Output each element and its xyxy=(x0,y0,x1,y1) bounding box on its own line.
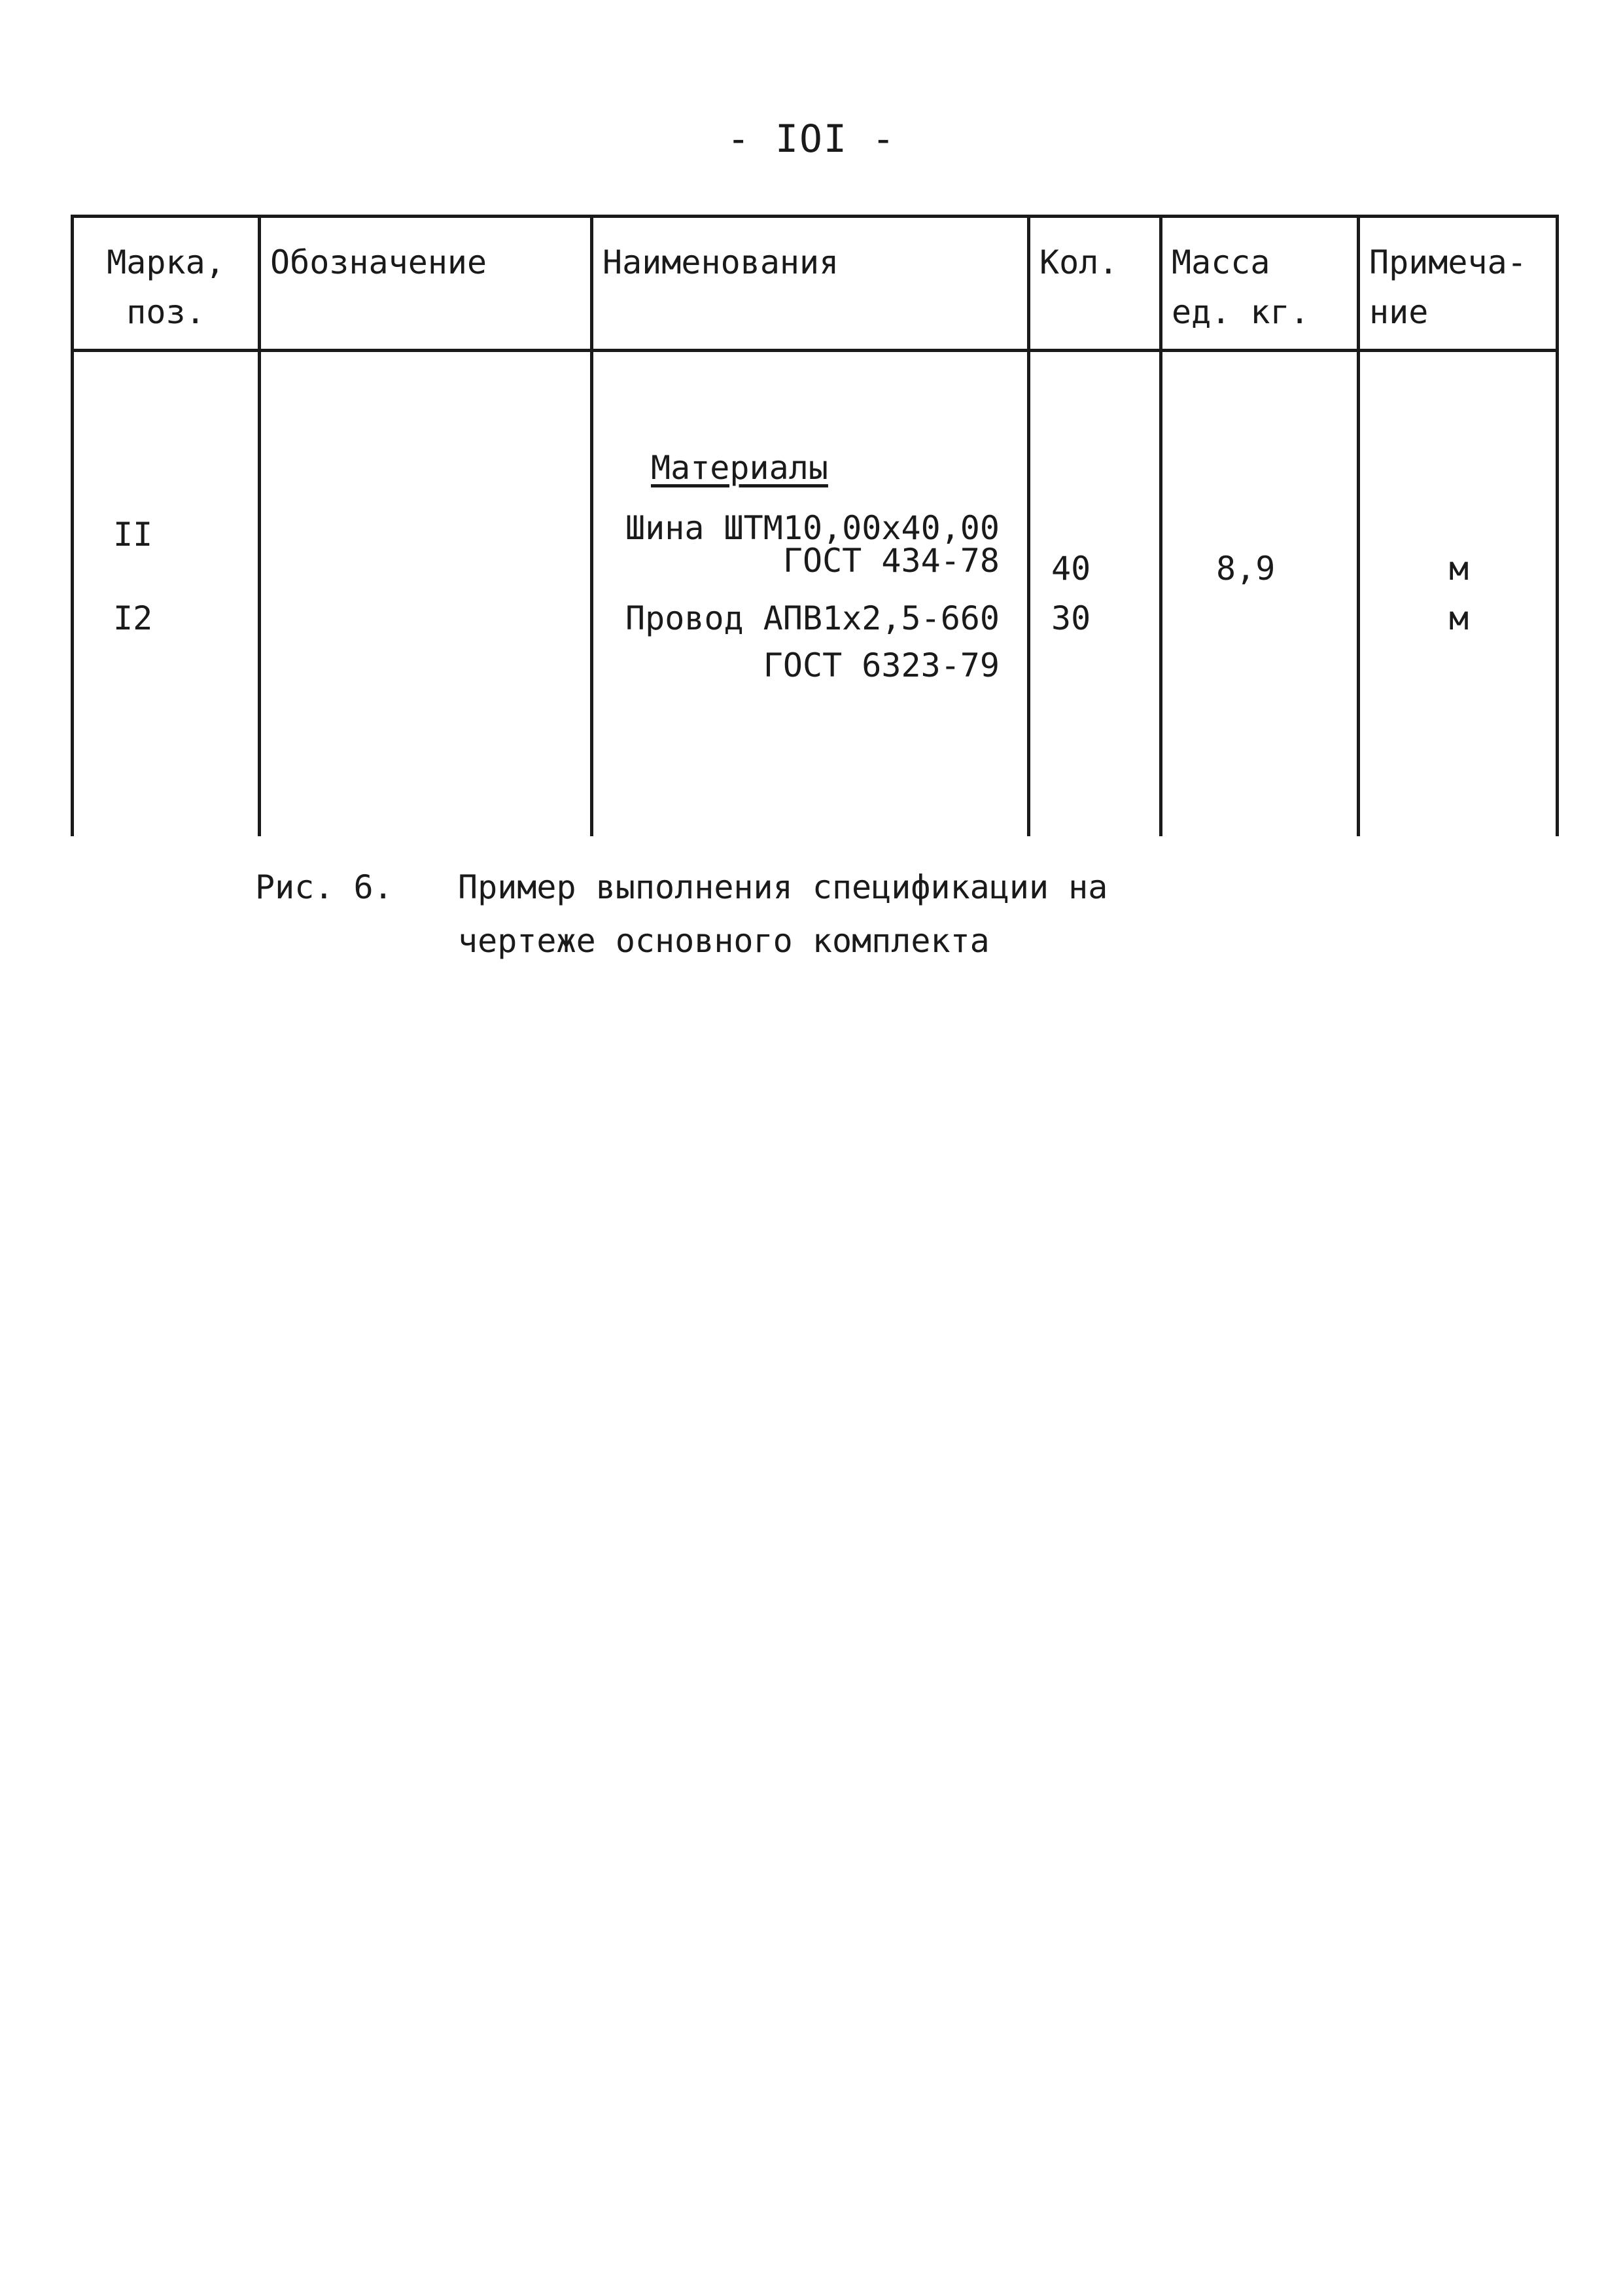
header-mass-line2: ед. кг. xyxy=(1172,293,1310,331)
header-note-line1: Примеча- xyxy=(1369,243,1527,281)
table-header-row xyxy=(73,217,1558,351)
header-note-line2: ние xyxy=(1369,293,1429,331)
specification-table xyxy=(71,215,1559,836)
header-mark-line1: Марка, xyxy=(107,243,225,281)
row1-note: м xyxy=(1449,550,1469,588)
header-name-text: Наименования xyxy=(602,243,839,281)
row2-note: м xyxy=(1449,599,1469,637)
row2-qty: 30 xyxy=(1051,599,1091,637)
page-number: - IOI - xyxy=(727,116,896,161)
header-qty xyxy=(1029,217,1161,351)
body-mark-cell xyxy=(73,351,260,837)
row1-name-line1: Шина ШТМ10,00х40,00 xyxy=(625,509,1000,547)
header-designation xyxy=(260,217,592,351)
row1-name-line2: ГОСТ 434-78 xyxy=(782,542,1000,580)
caption-label: Рис. 6. xyxy=(255,868,393,906)
row1-mark: II xyxy=(113,516,153,554)
caption-text-line2: чертеже основного комплекта xyxy=(458,922,990,960)
header-mass xyxy=(1161,217,1359,351)
header-mark-line2: поз. xyxy=(126,293,205,331)
caption-line1 xyxy=(255,860,1108,914)
body-designation-cell xyxy=(260,351,592,837)
row1-mass: 8,9 xyxy=(1216,550,1276,588)
body-mass-cell xyxy=(1161,351,1359,837)
caption-text-line1: Пример выполнения спецификации на xyxy=(458,868,1108,906)
section-title: Материалы xyxy=(651,449,828,487)
header-note xyxy=(1359,217,1558,351)
header-mass-line1: Масса xyxy=(1172,243,1270,281)
header-designation-text: Обозначение xyxy=(270,243,487,281)
body-note-cell xyxy=(1359,351,1558,837)
header-mark xyxy=(73,217,260,351)
header-name xyxy=(592,217,1029,351)
row1-qty: 40 xyxy=(1051,550,1091,588)
figure-caption xyxy=(255,860,1108,968)
row2-name-line2: ГОСТ 6323-79 xyxy=(763,646,1000,684)
body-qty-cell xyxy=(1029,351,1161,837)
table-body-row xyxy=(73,351,1558,837)
row2-mark: I2 xyxy=(113,599,153,637)
header-qty-text: Кол. xyxy=(1039,243,1119,281)
row2-name-line1: Провод АПВ1х2,5-660 xyxy=(625,599,1000,637)
body-name-cell xyxy=(592,351,1029,837)
